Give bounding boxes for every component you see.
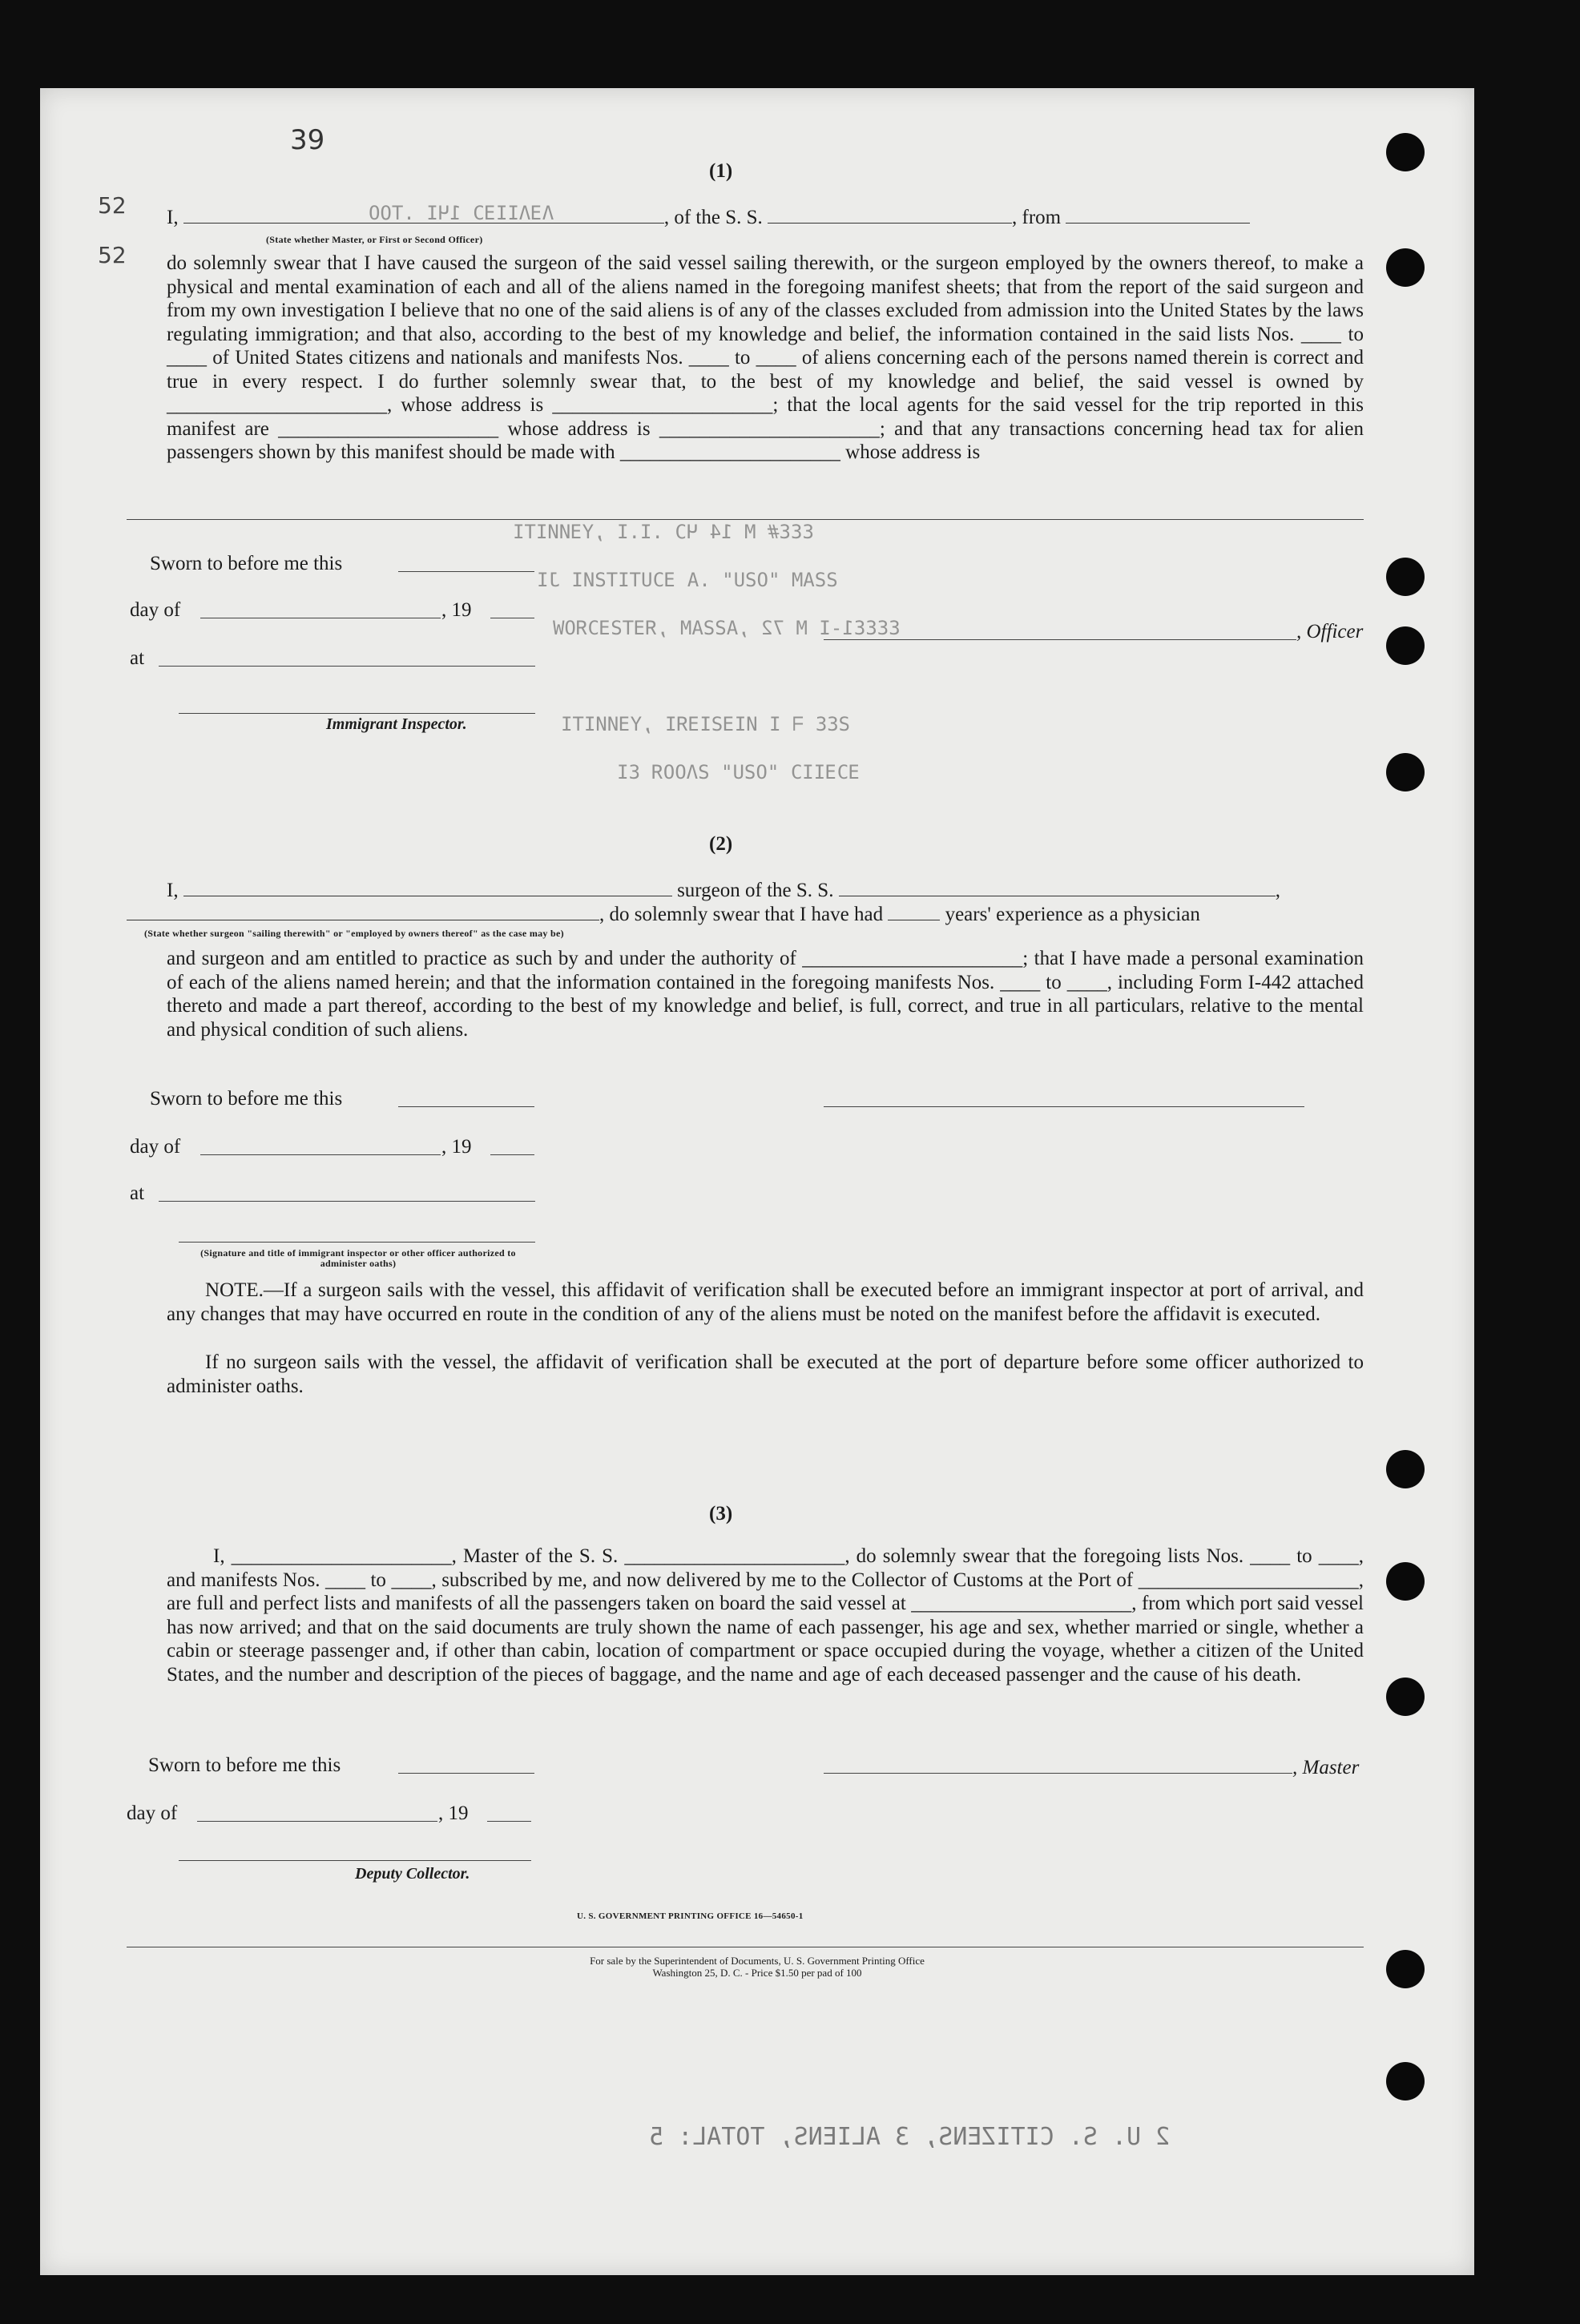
day-label: day of (130, 1136, 181, 1158)
line-prefix: I, (167, 880, 179, 901)
punch-hole (1386, 1562, 1425, 1601)
sworn-date-field[interactable] (398, 1773, 534, 1774)
page-number-mark: 39 (290, 124, 325, 156)
sworn-label: Sworn to before me this (150, 553, 343, 574)
signature-caption: (Signature and title of immigrant inspector or other officer authorized to administer oaths) (200, 1247, 516, 1269)
inspector-signature-line[interactable] (179, 713, 535, 714)
punch-hole (1386, 133, 1425, 171)
punch-hole (1386, 2062, 1425, 2100)
years-field[interactable] (888, 904, 940, 920)
day-label: day of (127, 1802, 178, 1824)
affidavit2-line2 (127, 904, 1364, 926)
sale-line: For sale by the Superintendent of Documents, U. S. Government Printing Office (590, 1955, 925, 1967)
affidavit2-line1: I, surgeon of the S. S. , (167, 880, 1280, 901)
punch-hole (1386, 558, 1425, 596)
surgeon-name-field[interactable] (183, 880, 672, 896)
form-page (40, 88, 1474, 2275)
surgeon-signature-line[interactable] (824, 1106, 1304, 1107)
sworn-date-field[interactable] (398, 571, 534, 572)
margin-mark: 52 (98, 242, 127, 268)
field-caption: (State whether surgeon "sailing therewith" or "employed by owners thereof" as the case may be) (144, 928, 564, 939)
line-text: , from (1012, 207, 1062, 228)
punch-hole (1386, 626, 1425, 665)
affidavit2-body: and surgeon and am entitled to practice as such by and under the authority of ______________________; that I have made a personal examination of each of the aliens named herein; and that the information contained in the foregoing manifests Nos. ____ to ____, including Form I-442 attached thereto and made a part thereof, according to the best of my knowledge and belief, is full, correct, and true in all particulars, relative to the mental and physical condition of such aliens. (167, 948, 1364, 1041)
year-field[interactable] (490, 1154, 534, 1155)
year-label: , 19 (441, 599, 472, 621)
punch-hole (1386, 1450, 1425, 1488)
bleed-through-text: ƐƐƐƐ1-I M 72 ,AƧƧAM ,ЯƎTƧƎƆЯOW (553, 617, 901, 639)
master-signature-line[interactable] (824, 1773, 1292, 1774)
officer-signature-line[interactable] (824, 639, 1296, 640)
year-label: , 19 (441, 1136, 472, 1158)
bleed-through-text: ΛƎΛIIƎƆ 1ЧΙ .TΟO (369, 202, 554, 224)
officer-signature-line[interactable] (179, 1242, 535, 1243)
master-label: , Master (1292, 1757, 1360, 1778)
line-prefix: I, (167, 207, 179, 228)
surgeon-status-field[interactable] (127, 904, 599, 920)
section-number: (3) (709, 1503, 733, 1524)
note-paragraph: NOTE.—If a surgeon sails with the vessel, this affidavit of verification shall be executed before an immigrant inspector at port of arrival, and any changes that may have occurred en route in the condition of any of the aliens must be noted on the manifest before the affidavit is executed. (167, 1279, 1364, 1325)
vessel-name-field[interactable] (768, 207, 1012, 224)
punch-hole (1386, 753, 1425, 791)
day-field[interactable] (197, 1821, 437, 1822)
sworn-date-field[interactable] (398, 1106, 534, 1107)
punch-hole (1386, 248, 1425, 287)
vessel-name-field[interactable] (839, 880, 1276, 896)
collector-caption: Deputy Collector. (355, 1865, 470, 1883)
bleed-through-total: 2 U. S. CITIZENS, 3 ALIENS, TOTAL: 5 (649, 2123, 1171, 2151)
port-from-field[interactable] (1066, 207, 1250, 224)
sale-notice (40, 1955, 1474, 1979)
day-label: day of (130, 599, 181, 621)
sale-line: Washington 25, D. C. - Price $1.50 per pad of 100 (652, 1967, 862, 1979)
bleed-through-text: ƐƐƐ# M 14 ЧϽ .I.I ,YƎИИITI (513, 521, 814, 543)
line-text: surgeon of the S. S. (677, 880, 834, 901)
printing-office-line: U. S. GOVERNMENT PRINTING OFFICE 16—54650-1 (577, 1911, 804, 1921)
line-text: , do solemnly swear that I have had (599, 904, 884, 925)
year-label: , 19 (438, 1802, 469, 1824)
punch-hole (1386, 1678, 1425, 1716)
field-caption: (State whether Master, or First or Second Officer) (266, 234, 483, 245)
inspector-caption: Immigrant Inspector. (326, 715, 467, 733)
sworn-label: Sworn to before me this (148, 1754, 341, 1776)
sworn-label: Sworn to before me this (150, 1088, 343, 1110)
section-number: (1) (709, 160, 733, 182)
at-field[interactable] (159, 666, 535, 667)
bleed-through-text: ƧƐƐ ᖷ I ИIƎƧIƎЯI ,YƎИИITI (561, 713, 850, 735)
day-field[interactable] (200, 1154, 441, 1155)
at-label: at (130, 647, 145, 669)
at-field[interactable] (159, 1201, 535, 1202)
margin-mark: 52 (98, 192, 127, 219)
affidavit1-line1 (167, 207, 1364, 229)
affidavit3-body: I, ______________________, Master of the S. S. ______________________, do solemnly swear that the foregoing lists Nos. ____ to ____, and manifests Nos. ____ to ____, subscribed by me, and now delivered by me to the Collector of Customs at the Port of ______________________, are full and perfect lists and manifests of all the passengers taken on board the said vessel at ______________________, from which port said vessel has now arrived; and that on the said documents are truly shown the name of each passenger, his age and sex, whether married or single, whether a cabin or steerage passenger and, if other than cabin, location of compartment or space occupied during the voyage, whether a citizen of the United States, and the number and description of the pieces of baggage, and the name and age of each deceased passenger and the cause of his death. (167, 1545, 1364, 1686)
line-text: years' experience as a physician (945, 904, 1200, 925)
bleed-through-text: ƎƆƎIIƆ "OƧU" ƧΛOOЯ ƐI (617, 761, 861, 783)
year-field[interactable] (487, 1821, 531, 1822)
collector-signature-line[interactable] (179, 1860, 531, 1861)
blank-line (127, 519, 1364, 520)
note-paragraph: If no surgeon sails with the vessel, the affidavit of verification shall be executed at the port of departure before some officer authorized to administer oaths. (167, 1351, 1364, 1397)
bleed-through-text: ƧƧAM "OƧU" .A ƎƆUTITƧИI JI (537, 569, 838, 591)
affidavit1-body: do solemnly swear that I have caused the surgeon of the said vessel sailing therewith, or the surgeon employed by the owners thereof, to make a physical and mental examination of each and all of the aliens named in the foregoing manifest sheets; that from the report of the said surgeon and from my own investigation I believe that no one of the said aliens is of any of the classes excluded from admission into the United States by the laws regulating immigration; and that also, according to the best of my knowledge and belief, the information contained in the said lists Nos. ____ to ____ of United States citizens and nationals and manifests Nos. ____ to ____ of aliens concerning each of the persons named therein is correct and true in every respect. I do further solemnly swear that, to the best of my knowledge and belief, the said vessel is owned by ______________________, whose address is ______________________; that the local agents for the said vessel for the trip reported in this manifest are ______________________ whose address is ______________________; and that any transactions concerning head tax for alien passengers shown by this manifest should be made with ______________________ whose address is (167, 252, 1364, 463)
section-number: (2) (709, 833, 733, 855)
at-label: at (130, 1182, 145, 1204)
officer-rank-field[interactable] (183, 207, 664, 224)
officer-label: , Officer (1296, 621, 1364, 642)
line-text: , of the S. S. (663, 207, 763, 228)
